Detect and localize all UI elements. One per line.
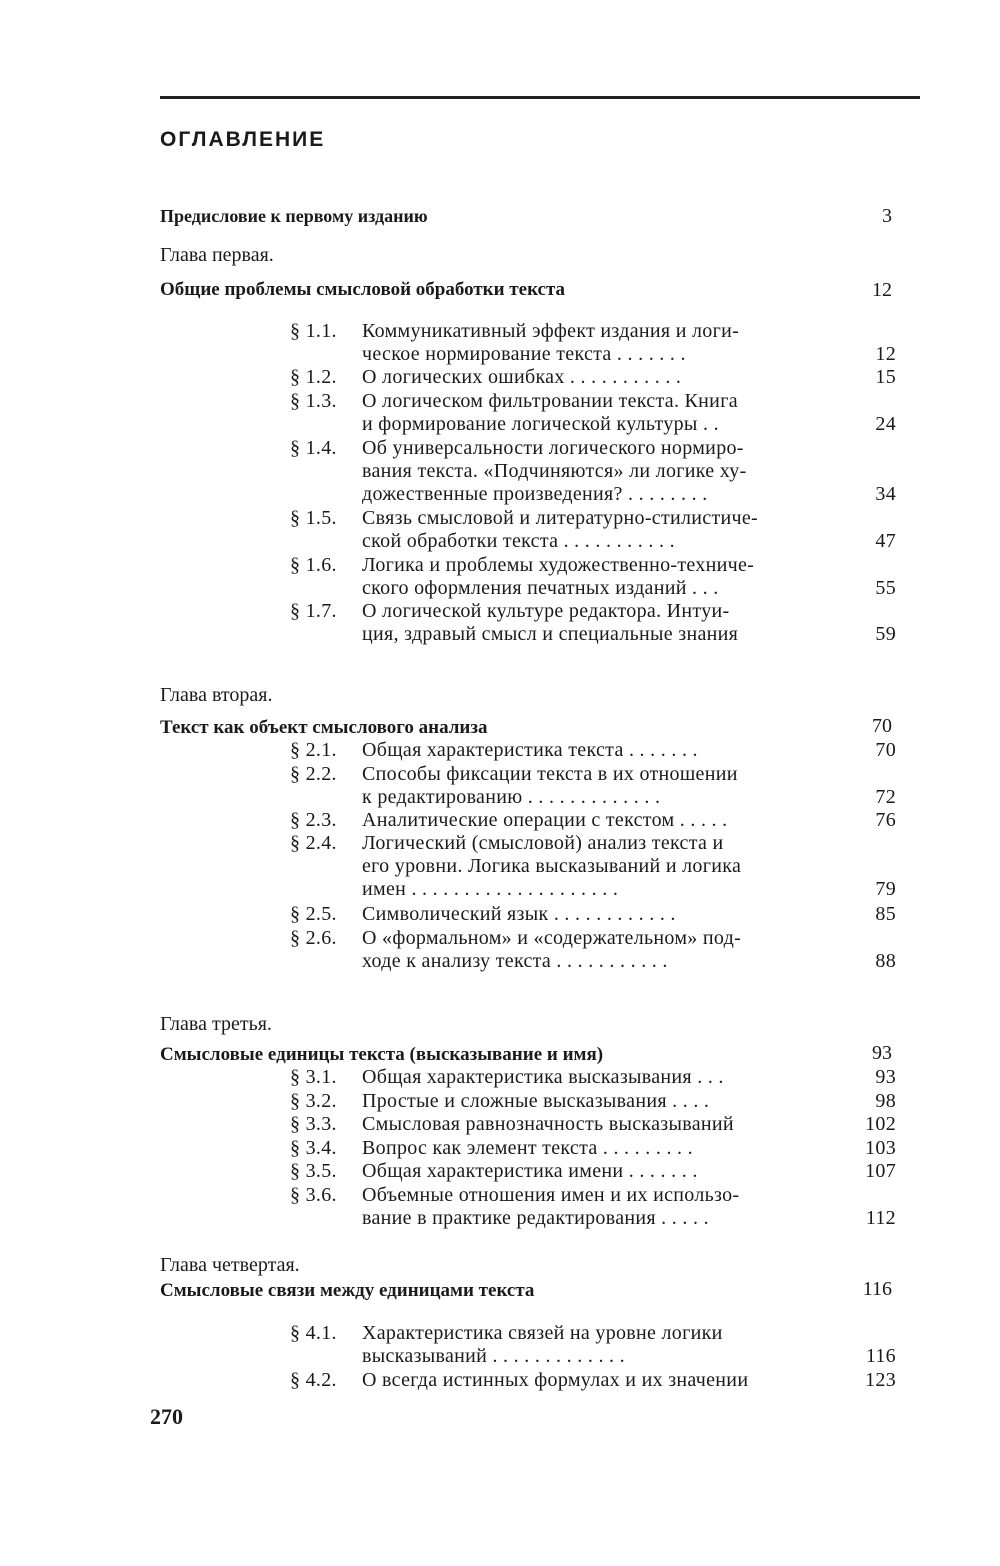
section-2-2 (290, 763, 896, 809)
section-page: 93 (875, 1066, 896, 1088)
chapter-3-label: Глава третья. (160, 1013, 272, 1035)
section-page: 112 (865, 1207, 896, 1229)
section-page: 107 (865, 1160, 896, 1182)
section-4-2 (290, 1369, 896, 1392)
section-text-line: Символический язык . . . . . . . . . . . . (362, 903, 676, 925)
section-page: 12 (875, 343, 896, 365)
section-text-line: ходе к анализу текста . . . . . . . . . . . (362, 950, 668, 972)
section-page: 85 (875, 903, 896, 925)
section-3-5 (290, 1160, 896, 1183)
section-number: § 4.1. (290, 1322, 337, 1344)
section-text-line: ческое нормирование текста . . . . . . . (362, 343, 686, 365)
section-text-line: и формирование логической культуры . . (362, 413, 719, 435)
section-text-line: Смысловая равнозначность высказываний (362, 1113, 734, 1135)
section-text-line: Коммуникативный эффект издания и логи- (362, 320, 740, 342)
section-number: § 3.4. (290, 1137, 337, 1159)
chapter-3-title: Смысловые единицы текста (высказывание и имя) (160, 1044, 604, 1065)
section-text-line: Связь смысловой и литературно-стилистиче- (362, 507, 759, 529)
preface-page: 3 (882, 205, 892, 227)
chapter-2-page: 70 (872, 715, 892, 737)
section-page: 103 (865, 1137, 896, 1159)
section-3-1 (290, 1066, 896, 1089)
chapter-1-title: Общие проблемы смысловой обработки текста (160, 279, 566, 300)
section-2-5 (290, 903, 896, 926)
section-text-line: Логический (смысловой) анализ текста и (362, 832, 724, 854)
section-text-line: высказываний . . . . . . . . . . . . . (362, 1345, 625, 1367)
section-text-line: Способы фиксации текста в их отношении (362, 763, 738, 785)
section-1-4 (290, 437, 896, 506)
section-number: § 1.5. (290, 507, 337, 529)
section-4-1 (290, 1322, 896, 1368)
section-text-line: О логической культуре редактора. Интуи- (362, 600, 730, 622)
section-number: § 2.3. (290, 809, 337, 831)
section-3-2 (290, 1090, 896, 1113)
section-page: 102 (865, 1113, 896, 1135)
section-number: § 2.4. (290, 832, 337, 854)
section-2-1 (290, 739, 896, 762)
section-number: § 1.3. (290, 390, 337, 412)
section-text-line: Аналитические операции с текстом . . . . . (362, 809, 728, 831)
section-text-line: ция, здравый смысл и специальные знания (362, 623, 739, 645)
section-page: 116 (865, 1345, 896, 1367)
section-text-line: Общая характеристика имени . . . . . . . (362, 1160, 698, 1182)
section-number: § 2.5. (290, 903, 337, 925)
section-number: § 3.1. (290, 1066, 337, 1088)
section-page: 72 (875, 786, 896, 808)
chapter-2-title: Текст как объект смыслового анализа (160, 717, 488, 738)
page-number: 270 (150, 1404, 183, 1429)
section-2-6 (290, 927, 896, 973)
chapter-4-label: Глава четвертая. (160, 1254, 300, 1276)
section-text-line: Простые и сложные высказывания . . . . (362, 1090, 710, 1112)
section-2-3 (290, 809, 896, 832)
section-text-line: ского оформления печатных изданий . . . (362, 577, 719, 599)
section-text-line: О всегда истинных формулах и их значении (362, 1369, 749, 1391)
section-3-4 (290, 1137, 896, 1160)
section-2-4 (290, 832, 896, 901)
chapter-2-label: Глава вторая. (160, 684, 273, 706)
section-page: 88 (875, 950, 896, 972)
section-number: § 2.1. (290, 739, 337, 761)
chapter-1-label: Глава первая. (160, 244, 274, 266)
chapter-4-title: Смысловые связи между единицами текста (160, 1280, 535, 1301)
section-3-6 (290, 1184, 896, 1230)
section-text-line: его уровни. Логика высказываний и логика (362, 855, 742, 877)
section-page: 55 (875, 577, 896, 599)
section-text-line: имен . . . . . . . . . . . . . . . . . . . . (362, 878, 619, 900)
chapter-1-page: 12 (872, 279, 892, 301)
section-1-7 (290, 600, 896, 646)
section-number: § 1.4. (290, 437, 337, 459)
section-number: § 3.6. (290, 1184, 337, 1206)
section-page: 98 (875, 1090, 896, 1112)
section-text-line: О «формальном» и «содержательном» под- (362, 927, 742, 949)
section-number: § 3.2. (290, 1090, 337, 1112)
section-text-line: дожественные произведения? . . . . . . . . (362, 483, 708, 505)
section-number: § 1.6. (290, 554, 337, 576)
section-1-6 (290, 554, 896, 600)
section-page: 70 (875, 739, 896, 761)
section-page: 24 (875, 413, 896, 435)
chapter-4-page: 116 (862, 1278, 892, 1300)
section-page: 79 (875, 878, 896, 900)
section-text-line: Логика и проблемы художественно-техниче- (362, 554, 755, 576)
top-rule (160, 96, 920, 99)
section-number: § 2.2. (290, 763, 337, 785)
section-number: § 2.6. (290, 927, 337, 949)
section-text-line: О логических ошибках . . . . . . . . . . . (362, 366, 682, 388)
section-number: § 3.3. (290, 1113, 337, 1135)
section-text-line: Об универсальности логического нормиро- (362, 437, 744, 459)
page-title: ОГЛАВЛЕНИЕ (160, 128, 326, 151)
chapter-3-page: 93 (872, 1042, 892, 1064)
section-page: 15 (875, 366, 896, 388)
section-1-2 (290, 366, 896, 389)
section-1-3 (290, 390, 896, 436)
section-3-3 (290, 1113, 896, 1136)
section-number: § 4.2. (290, 1369, 337, 1391)
section-text-line: Общая характеристика высказывания . . . (362, 1066, 724, 1088)
section-text-line: вание в практике редактирования . . . . . (362, 1207, 709, 1229)
section-text-line: ской обработки текста . . . . . . . . . . . (362, 530, 675, 552)
section-text-line: вания текста. «Подчиняются» ли логике ху- (362, 460, 747, 482)
section-text-line: к редактированию . . . . . . . . . . . . . (362, 786, 661, 808)
section-1-5 (290, 507, 896, 553)
section-1-1 (290, 320, 896, 366)
section-page: 34 (875, 483, 896, 505)
section-page: 123 (865, 1369, 896, 1391)
section-text-line: Общая характеристика текста . . . . . . . (362, 739, 698, 761)
section-number: § 1.7. (290, 600, 337, 622)
section-number: § 1.2. (290, 366, 337, 388)
section-text-line: О логическом фильтровании текста. Книга (362, 390, 738, 412)
preface-title: Предисловие к первому изданию (160, 206, 428, 226)
section-text-line: Объемные отношения имен и их использо- (362, 1184, 740, 1206)
section-page: 59 (875, 623, 896, 645)
section-page: 47 (875, 530, 896, 552)
section-text-line: Вопрос как элемент текста . . . . . . . . . (362, 1137, 693, 1159)
section-text-line: Характеристика связей на уровне логики (362, 1322, 723, 1344)
section-number: § 1.1. (290, 320, 337, 342)
section-page: 76 (875, 809, 896, 831)
section-number: § 3.5. (290, 1160, 337, 1182)
